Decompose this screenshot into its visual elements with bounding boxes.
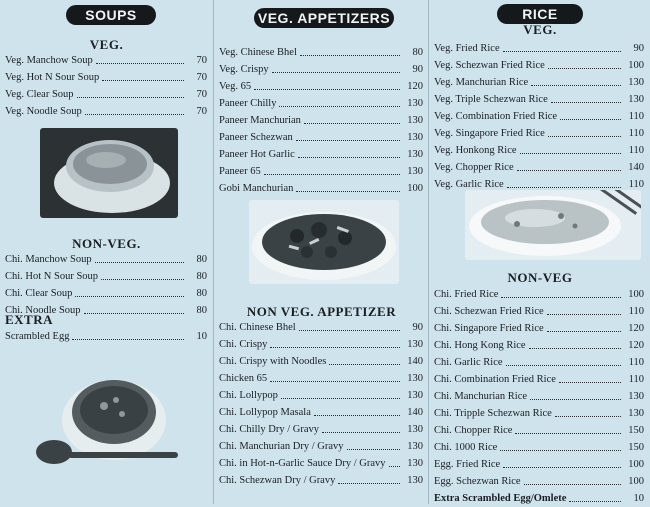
rice-nonveg-heading: NON-VEG <box>507 270 573 285</box>
soups-column <box>0 0 213 504</box>
list-item: Veg. Triple Schezwan Rice 130 <box>434 94 644 105</box>
list-item: Chi. Hong Kong Rice 120 <box>434 340 644 351</box>
list-item: Veg. Chopper Rice 140 <box>434 162 644 173</box>
fried-rice-photo <box>465 190 641 260</box>
soups-extra-list <box>5 328 207 345</box>
rice-column <box>428 0 650 504</box>
nonveg-appetizer-heading: NON VEG. APPETIZER <box>246 304 397 319</box>
list-item: Chi. Manchurian Rice 130 <box>434 391 644 402</box>
list-item: Chi. Chinese Bhel 90 <box>219 322 423 333</box>
list-item: Extra Scrambled Egg/Omlete 10 <box>434 493 644 504</box>
list-item: Paneer Schezwan 130 <box>219 132 423 143</box>
list-item: Chi. Clear Soup 80 <box>5 288 207 299</box>
list-item: Gobi Manchurian 100 <box>219 183 423 194</box>
list-item: Veg. Manchow Soup 70 <box>5 55 207 66</box>
list-item: Egg. Schezwan Rice 100 <box>434 476 644 487</box>
rice-veg-heading: VEG. <box>523 22 557 37</box>
list-item: Paneer 65 130 <box>219 166 423 177</box>
list-item: Chi. in Hot-n-Garlic Sauce Dry / Gravy 130 <box>219 458 423 469</box>
list-item: Veg. Hot N Sour Soup 70 <box>5 72 207 83</box>
soups-title: SOUPS <box>66 5 156 25</box>
list-item: Chi. Schezwan Dry / Gravy 130 <box>219 475 423 486</box>
soup-bowl-photo <box>40 128 178 218</box>
list-item: Chi. Crispy with Noodles 140 <box>219 356 423 367</box>
appetizers-title: VEG. APPETIZERS <box>254 8 394 28</box>
list-item: Veg. Singapore Fried Rice 110 <box>434 128 644 139</box>
appetizers-column <box>213 0 429 504</box>
list-item: Veg. Manchurian Rice 130 <box>434 77 644 88</box>
nonveg-appetizers-list <box>219 319 423 489</box>
list-item: Veg. Noodle Soup 70 <box>5 106 207 117</box>
list-item: Chi. Manchurian Dry / Gravy 130 <box>219 441 423 452</box>
list-item: Veg. Chinese Bhel 80 <box>219 47 423 58</box>
list-item: Veg. Combination Fried Rice 110 <box>434 111 644 122</box>
list-item: Chi. Garlic Rice 110 <box>434 357 644 368</box>
list-item: Chicken 65 130 <box>219 373 423 384</box>
list-item: Chi. Hot N Sour Soup 80 <box>5 271 207 282</box>
veg-appetizers-list <box>219 44 423 197</box>
list-item: Veg. Garlic Rice 110 <box>434 179 644 190</box>
list-item: Veg. Clear Soup 70 <box>5 89 207 100</box>
list-item: Chi. Manchow Soup 80 <box>5 254 207 265</box>
list-item: Chi. Crispy 130 <box>219 339 423 350</box>
appetizer-dish-photo <box>249 200 399 284</box>
list-item: Veg. Schezwan Fried Rice 100 <box>434 60 644 71</box>
list-item: Paneer Chilly 130 <box>219 98 423 109</box>
soup-spoon-photo <box>32 368 182 478</box>
rice-title: RICE <box>497 4 583 24</box>
list-item: Veg. Fried Rice 90 <box>434 43 644 54</box>
list-item: Chi. Noodle Soup 80 <box>5 305 207 316</box>
list-item: Egg. Fried Rice 100 <box>434 459 644 470</box>
list-item: Paneer Hot Garlic 130 <box>219 149 423 160</box>
soups-veg-list <box>5 52 207 120</box>
soups-nonveg-list <box>5 251 207 319</box>
rice-nonveg-list <box>434 286 644 507</box>
list-item: Veg. Crispy 90 <box>219 64 423 75</box>
list-item: Veg. Honkong Rice 110 <box>434 145 644 156</box>
list-item: Scrambled Egg 10 <box>5 331 207 342</box>
list-item: Chi. Chopper Rice 150 <box>434 425 644 436</box>
list-item: Chi. Fried Rice 100 <box>434 289 644 300</box>
list-item: Chi. Schezwan Fried Rice 110 <box>434 306 644 317</box>
list-item: Chi. Singapore Fried Rice 120 <box>434 323 644 334</box>
soups-extra-heading: EXTRA <box>5 312 54 327</box>
rice-veg-list <box>434 40 644 193</box>
list-item: Paneer Manchurian 130 <box>219 115 423 126</box>
list-item: Chi. 1000 Rice 150 <box>434 442 644 453</box>
list-item: Chi. Tripple Schezwan Rice 130 <box>434 408 644 419</box>
soups-veg-heading: VEG. <box>89 37 124 52</box>
soups-nonveg-heading: NON-VEG. <box>72 236 141 251</box>
list-item: Chi. Chilly Dry / Gravy 130 <box>219 424 423 435</box>
list-item: Chi. Lollypop Masala 140 <box>219 407 423 418</box>
list-item: Veg. 65 120 <box>219 81 423 92</box>
list-item: Chi. Combination Fried Rice 110 <box>434 374 644 385</box>
list-item: Chi. Lollypop 130 <box>219 390 423 401</box>
